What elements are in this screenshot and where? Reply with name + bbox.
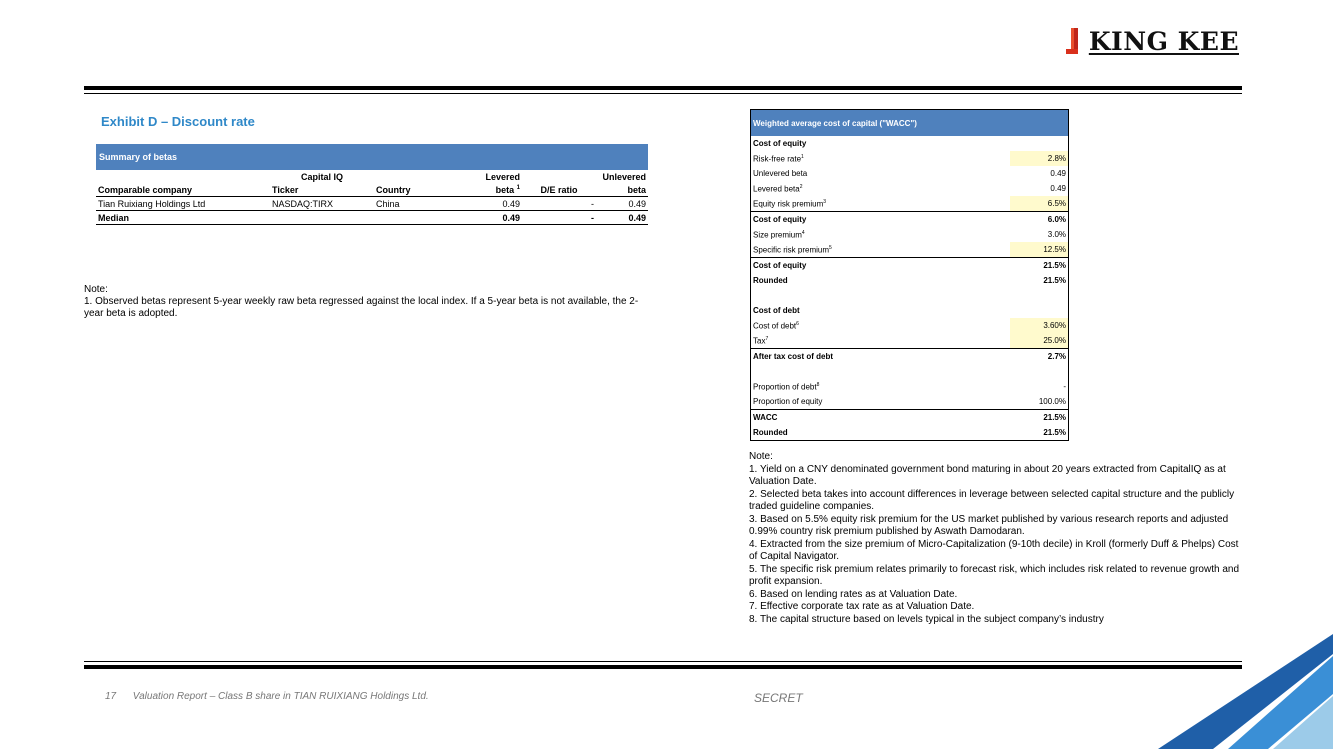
header-cell	[522, 170, 596, 183]
wacc-label: Risk-free rate$^1$	[753, 153, 804, 164]
footer-rule-thin	[84, 661, 1242, 662]
wacc-row	[751, 242, 1069, 258]
wacc-row	[751, 258, 1069, 274]
header-cell	[96, 170, 270, 183]
wacc-label: Cost of debt	[753, 306, 800, 315]
wacc-row	[751, 364, 1069, 379]
table-cell: 0.49	[468, 211, 522, 225]
wacc-notes	[749, 451, 1249, 626]
wacc-label: Proportion of equity	[751, 394, 1011, 410]
header-cell: beta	[596, 183, 648, 197]
median-row	[96, 211, 648, 225]
wacc-label: Cost of debt$^6$	[753, 320, 799, 331]
header-cell: Comparable company	[96, 183, 270, 197]
wacc-label: Proportion of debt$^8$	[753, 381, 820, 392]
wacc-label: Rounded	[753, 428, 788, 437]
header-cell: Capital IQ	[300, 171, 343, 182]
wacc-value: 0.49	[1050, 169, 1066, 178]
exhibit-title: Exhibit D – Discount rate	[101, 114, 255, 129]
wacc-row	[751, 303, 1069, 318]
note-line: 2. Selected beta takes into account differences in leverage between selected capital structure and the publicly traded guideline companies.	[749, 488, 1235, 512]
note-line: 5. The specific risk premium relates primarily to forecast risk, which includes risk related to revenue growth and profit expansion.	[749, 563, 1240, 587]
wacc-value: 3.60%	[1010, 318, 1069, 333]
table-cell: Median	[96, 211, 270, 225]
wacc-row	[751, 136, 1069, 151]
wacc-label: Unlevered beta	[753, 169, 808, 178]
wacc-row	[751, 318, 1069, 333]
table-cell	[270, 211, 374, 225]
note-line: 4. Extracted from the size premium of Micro-Capitalization (9-10th decile) in Kroll (formerly Duff & Phelps) Cost of Capital Navigator.	[749, 538, 1239, 562]
wacc-table-title: Weighted average cost of capital ("WACC")	[751, 110, 1069, 137]
wacc-row	[751, 227, 1069, 242]
table-cell: 0.49	[596, 197, 648, 211]
wacc-label: Rounded	[753, 276, 788, 285]
wacc-row	[751, 288, 1069, 303]
wacc-label: WACC	[751, 410, 1011, 426]
wacc-value: 6.5%	[1010, 196, 1069, 212]
wacc-label: Cost of equity	[753, 139, 807, 148]
header-cell: Unlevered	[602, 171, 646, 182]
report-title: Valuation Report – Class B share in TIAN RUIXIANG Holdings Ltd.	[132, 691, 429, 702]
wacc-value: -	[1063, 382, 1066, 391]
wacc-label	[751, 288, 1011, 303]
page-number: 17	[105, 691, 117, 702]
wacc-value: 25.0%	[1010, 333, 1069, 349]
note-line: 1. Observed betas represent 5-year weekly raw beta regressed against the local index. If a 5-year beta is not available, the 2-year beta is adopted.	[84, 296, 639, 319]
header-cell: D/E ratio	[522, 183, 596, 197]
wacc-value	[1010, 303, 1069, 318]
wacc-value: 6.0%	[1010, 212, 1069, 228]
classification-label: SECRET	[754, 691, 803, 705]
wacc-value: 2.8%	[1010, 151, 1069, 166]
header-cell: Levered	[485, 171, 520, 182]
logo-mark-icon	[1065, 26, 1085, 56]
wacc-row	[751, 410, 1069, 426]
wacc-row	[751, 151, 1069, 166]
table-cell: 0.49	[468, 197, 522, 211]
table-cell: NASDAQ:TIRX	[270, 197, 374, 211]
note-line: 3. Based on 5.5% equity risk premium for the US market published by various research reports and adjusted 0.99% country risk premium published by Aswath Damodaran.	[749, 513, 1229, 537]
wacc-label: Size premium$^4$	[753, 229, 805, 240]
wacc-row	[751, 166, 1069, 181]
wacc-value: 21.5%	[1010, 410, 1069, 426]
corner-decoration-icon	[1158, 634, 1333, 749]
table-cell: -	[522, 197, 596, 211]
table-cell	[374, 211, 468, 225]
note-title: Note:	[84, 284, 108, 295]
wacc-table	[750, 109, 1069, 441]
wacc-row	[751, 333, 1069, 349]
betas-table	[96, 144, 648, 225]
wacc-value: 21.5%	[1043, 428, 1066, 437]
wacc-value: 21.5%	[1043, 276, 1066, 285]
wacc-row	[751, 394, 1069, 410]
wacc-label: Cost of equity	[751, 212, 1011, 228]
wacc-row	[751, 212, 1069, 228]
betas-note	[84, 284, 654, 320]
note-line: 8. The capital structure based on levels typical in the subject company’s industry	[749, 613, 1104, 625]
wacc-value: 21.5%	[1010, 258, 1069, 274]
wacc-value: 2.7%	[1010, 349, 1069, 365]
note-line: 7. Effective corporate tax rate as at Valuation Date.	[749, 601, 975, 612]
wacc-label	[751, 364, 1011, 379]
header-cell: Ticker	[270, 183, 374, 197]
wacc-label: Specific risk premium$^5$	[751, 242, 1011, 258]
wacc-label: Levered beta$^2$	[753, 183, 803, 194]
header-cell: beta $^1$	[468, 183, 522, 197]
header-rule-thick	[84, 86, 1242, 90]
company-logo	[1065, 26, 1239, 56]
table-cell: Tian Ruixiang Holdings Ltd	[96, 197, 270, 211]
wacc-row	[751, 196, 1069, 212]
wacc-row	[751, 181, 1069, 196]
wacc-value	[1010, 364, 1069, 379]
table-cell: China	[374, 197, 468, 211]
table-cell: 0.49	[596, 211, 648, 225]
wacc-value	[1010, 288, 1069, 303]
brand-name: KING KEE	[1088, 26, 1239, 56]
wacc-value: 12.5%	[1010, 242, 1069, 258]
footer-rule-thick	[84, 665, 1242, 669]
wacc-row	[751, 273, 1069, 288]
header-rule-thin	[84, 93, 1242, 94]
wacc-value: 0.49	[1050, 184, 1066, 193]
table-cell: -	[522, 211, 596, 225]
betas-table-title: Summary of betas	[96, 144, 648, 170]
wacc-row	[751, 379, 1069, 394]
table-row	[96, 197, 648, 211]
wacc-value: 3.0%	[1047, 230, 1066, 239]
header-cell	[374, 170, 468, 183]
footer-report	[105, 691, 429, 702]
note-title: Note:	[749, 451, 773, 462]
note-line: 1. Yield on a CNY denominated government bond maturing in about 20 years extracted from CapitalIQ as at Valuation Date.	[749, 463, 1226, 487]
header-cell: Country	[374, 183, 468, 197]
wacc-value: 100.0%	[1010, 394, 1069, 410]
wacc-label: Equity risk premium$^3$	[751, 196, 1011, 212]
wacc-row	[751, 425, 1069, 441]
wacc-label: Tax$^7$	[751, 333, 1011, 349]
note-line: 6. Based on lending rates as at Valuation Date.	[749, 588, 958, 600]
wacc-label: After tax cost of debt	[751, 349, 1011, 365]
wacc-value	[1010, 136, 1069, 151]
wacc-row	[751, 349, 1069, 365]
wacc-label: Cost of equity	[751, 258, 1011, 274]
